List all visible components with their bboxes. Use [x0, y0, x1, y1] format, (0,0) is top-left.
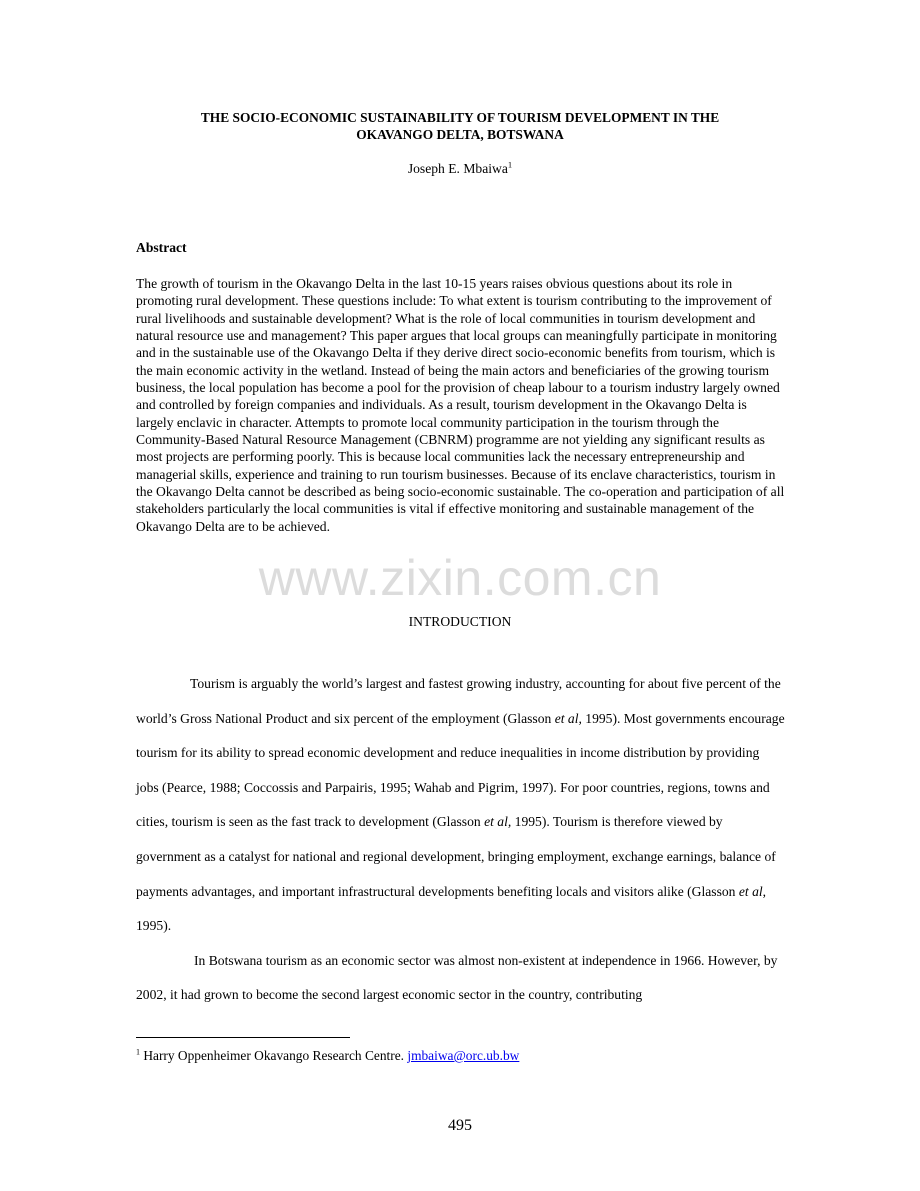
footnote-text: Harry Oppenheimer Okavango Research Centre. — [140, 1048, 408, 1063]
title-line-1: THE SOCIO-ECONOMIC SUSTAINABILITY OF TOURISM DEVELOPMENT IN THE — [200, 110, 720, 125]
citation-et-al: et al, — [554, 710, 582, 726]
introduction-body — [136, 667, 785, 1013]
author-footnote-mark: 1 — [507, 159, 513, 170]
footnote-divider — [136, 1037, 350, 1038]
abstract-text: The growth of tourism in the Okavango Delta in the last 10-15 years raises obvious questions about its role in promoting rural development. These questions include: To what extent is tourism contributing to the improvement of rural livelihoods and sustainable development? What is the role of local communities in tourism development and natural resource use and management? This paper argues that local groups can meaningfully participate in monitoring and in the sustainable use of the Okavango Delta if they derive direct socio-economic benefits from tourism, which is the main economic activity in the wetland. Instead of being the main actors and beneficiaries of the growing tourism business, the local population has become a pool for the provision of cheap labour to a tourism industry largely owned and controlled by foreign companies and individuals. As a result, tourism development in the Okavango Delta is largely enclavic in character. Attempts to promote local community participation in the tourism through the Community-Based Natural Resource Management (CBNRM) programme are not yielding any significant results as most projects are performing poorly. This is because local communities lack the necessary entrepreneurship and managerial skills, experience and training to run tourism businesses. Because of its enclave characteristics, tourism in the Okavango Delta cannot be described as being socio-economic sustainable. The co-operation and participation of all stakeholders particularly the local communities is vital if effective monitoring and sustainable management of the Okavango Delta are to be achieved. — [136, 276, 785, 534]
paragraph-text: Tourism is arguably the world’s largest and fastest growing industry, accounting for about five percent of the world’s Gross National Product and six percent of the employment (Glasson — [136, 676, 781, 726]
paragraph-text: , 1995). — [136, 883, 767, 934]
title-line-2: OKAVANGO DELTA, BOTSWANA — [356, 127, 564, 142]
author-name: Joseph E. Mbaiwa — [407, 161, 508, 176]
paragraph-text: 1995). Most governments encourage tourism for its ability to spread economic development and reduce inequalities in income distribution by providing jobs (Pearce, 1988; Coccossis and Parpairis, 1995; Wahab and Pigrim, 1997). For poor countries, regions, towns and cities, tourism is seen as the fast track to development (Glasson — [136, 710, 785, 830]
introduction-heading: INTRODUCTION — [408, 614, 512, 629]
watermark: www.zixin.com.cn — [258, 550, 662, 606]
footnote-mark: 1 — [136, 1047, 140, 1057]
introduction-paragraph-2: In Botswana tourism as an economic sector was almost non-existent at independence in 1966. However, by 2002, it had grown to become the second largest economic sector in the country, contributing — [136, 952, 778, 1003]
citation-et-al: et al — [738, 883, 763, 899]
paragraph-text: 1995). Tourism is therefore viewed by government as a catalyst for national and regional development, bringing employment, exchange earnings, balance of payments advantages, and important infrastructural developments benefiting locals and visitors alike (Glasson — [136, 814, 776, 899]
author-line — [136, 161, 784, 177]
footnote-email-link[interactable]: jmbaiwa@orc.ub.bw — [407, 1048, 520, 1063]
paper-title — [136, 109, 784, 143]
page-number: 495 — [448, 1117, 472, 1134]
introduction-paragraph-1 — [136, 667, 785, 944]
abstract-heading: Abstract — [136, 240, 187, 255]
citation-et-al: et al, — [484, 814, 512, 830]
footnote — [136, 1048, 519, 1064]
